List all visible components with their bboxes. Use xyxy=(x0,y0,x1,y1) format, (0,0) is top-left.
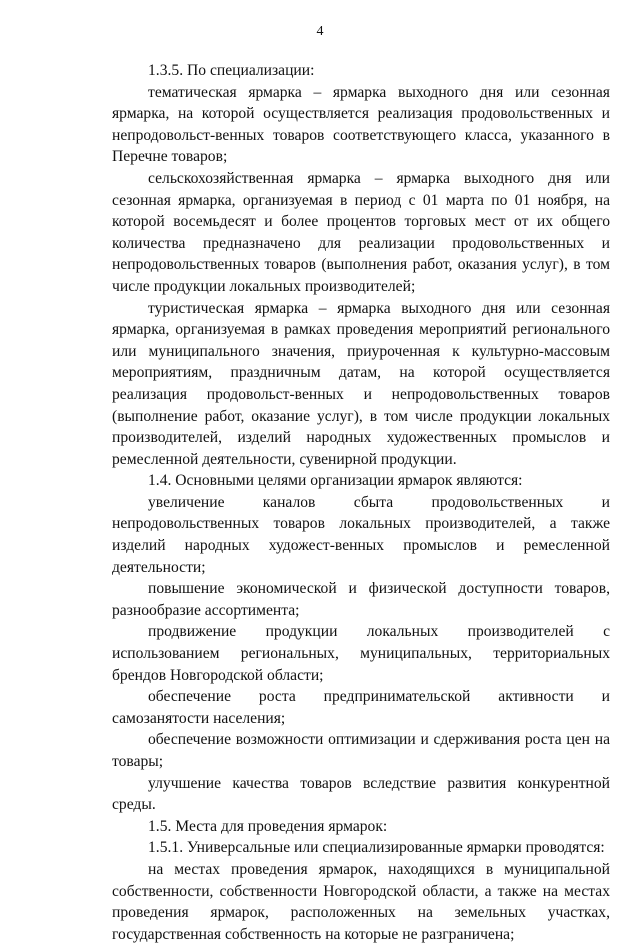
section-heading-1-5: 1.5. Места для проведения ярмарок: xyxy=(148,817,388,835)
section-heading-1-5-1: 1.5.1. Универсальные или специализированные ярмарки проводятся: xyxy=(148,839,605,857)
document-body xyxy=(112,60,610,945)
paragraph-goal-sales-channels: увеличение каналов сбыта продовольственных и непродовольственных товаров локальных производителей, а также изделий народных художест-венных промыслов и ремесленной деятельности; xyxy=(112,493,610,576)
paragraph-fair-locations: на местах проведения ярмарок, находящихся в муниципальной собственности, собственности Новгородской области, а также на местах проведения ярмарок, расположенных на земельных участках, государственная собственность на которые не разграничена; xyxy=(112,860,610,943)
paragraph-thematic-fair: тематическая ярмарка – ярмарка выходного дня или сезонная ярмарка, на которой осуществляется реализация продовольственных и непродовольст-венных товаров соответствующего класса, указанного в Перечне товаров; xyxy=(112,83,610,166)
page-number: 4 xyxy=(316,24,324,39)
paragraph-goal-accessibility: повышение экономической и физической доступности товаров, разнообразие ассортимента; xyxy=(112,580,610,619)
paragraph-goal-promotion: продвижение продукции локальных производителей с использованием региональных, муниципальных, территориальных брендов Новгородской области; xyxy=(112,623,610,684)
paragraph-tourist-fair: туристическая ярмарка – ярмарка выходного дня или сезонная ярмарка, организуемая в рамках проведения мероприятий регионального или муниципального значения, приуроченная к культурно-массовым мероприятиям, праздничным датам, на которой осуществляется реализация продовольст-венных и непродовольственных товаров (выполнение работ, оказание услуг), в том числе продукции локальных производителей, изделий народных художественных промыслов и ремесленной деятельности, сувенирной продукции. xyxy=(112,299,610,468)
section-heading-1-4: 1.4. Основными целями организации ярмарок являются: xyxy=(148,472,523,490)
paragraph-agricultural-fair: сельскохозяйственная ярмарка – ярмарка выходного дня или сезонная ярмарка, организуемая в период с 01 марта по 01 ноября, на которой восемьдесят и более процентов торговых мест от их общего количества предназначено для реализации продовольственных и непродовольственных товаров (выполнения работ, оказания услуг), в том числе продукции локальных производителей; xyxy=(112,169,610,295)
paragraph-goal-entrepreneurship: обеспечение роста предпринимательской активности и самозанятости населения; xyxy=(112,688,610,727)
paragraph-goal-quality: улучшение качества товаров вследствие развития конкурентной среды. xyxy=(112,774,610,814)
paragraph-goal-price-control: обеспечение возможности оптимизации и сдерживания роста цен на товары; xyxy=(112,731,610,770)
section-heading-1-3-5: 1.3.5. По специализации: xyxy=(148,62,315,79)
